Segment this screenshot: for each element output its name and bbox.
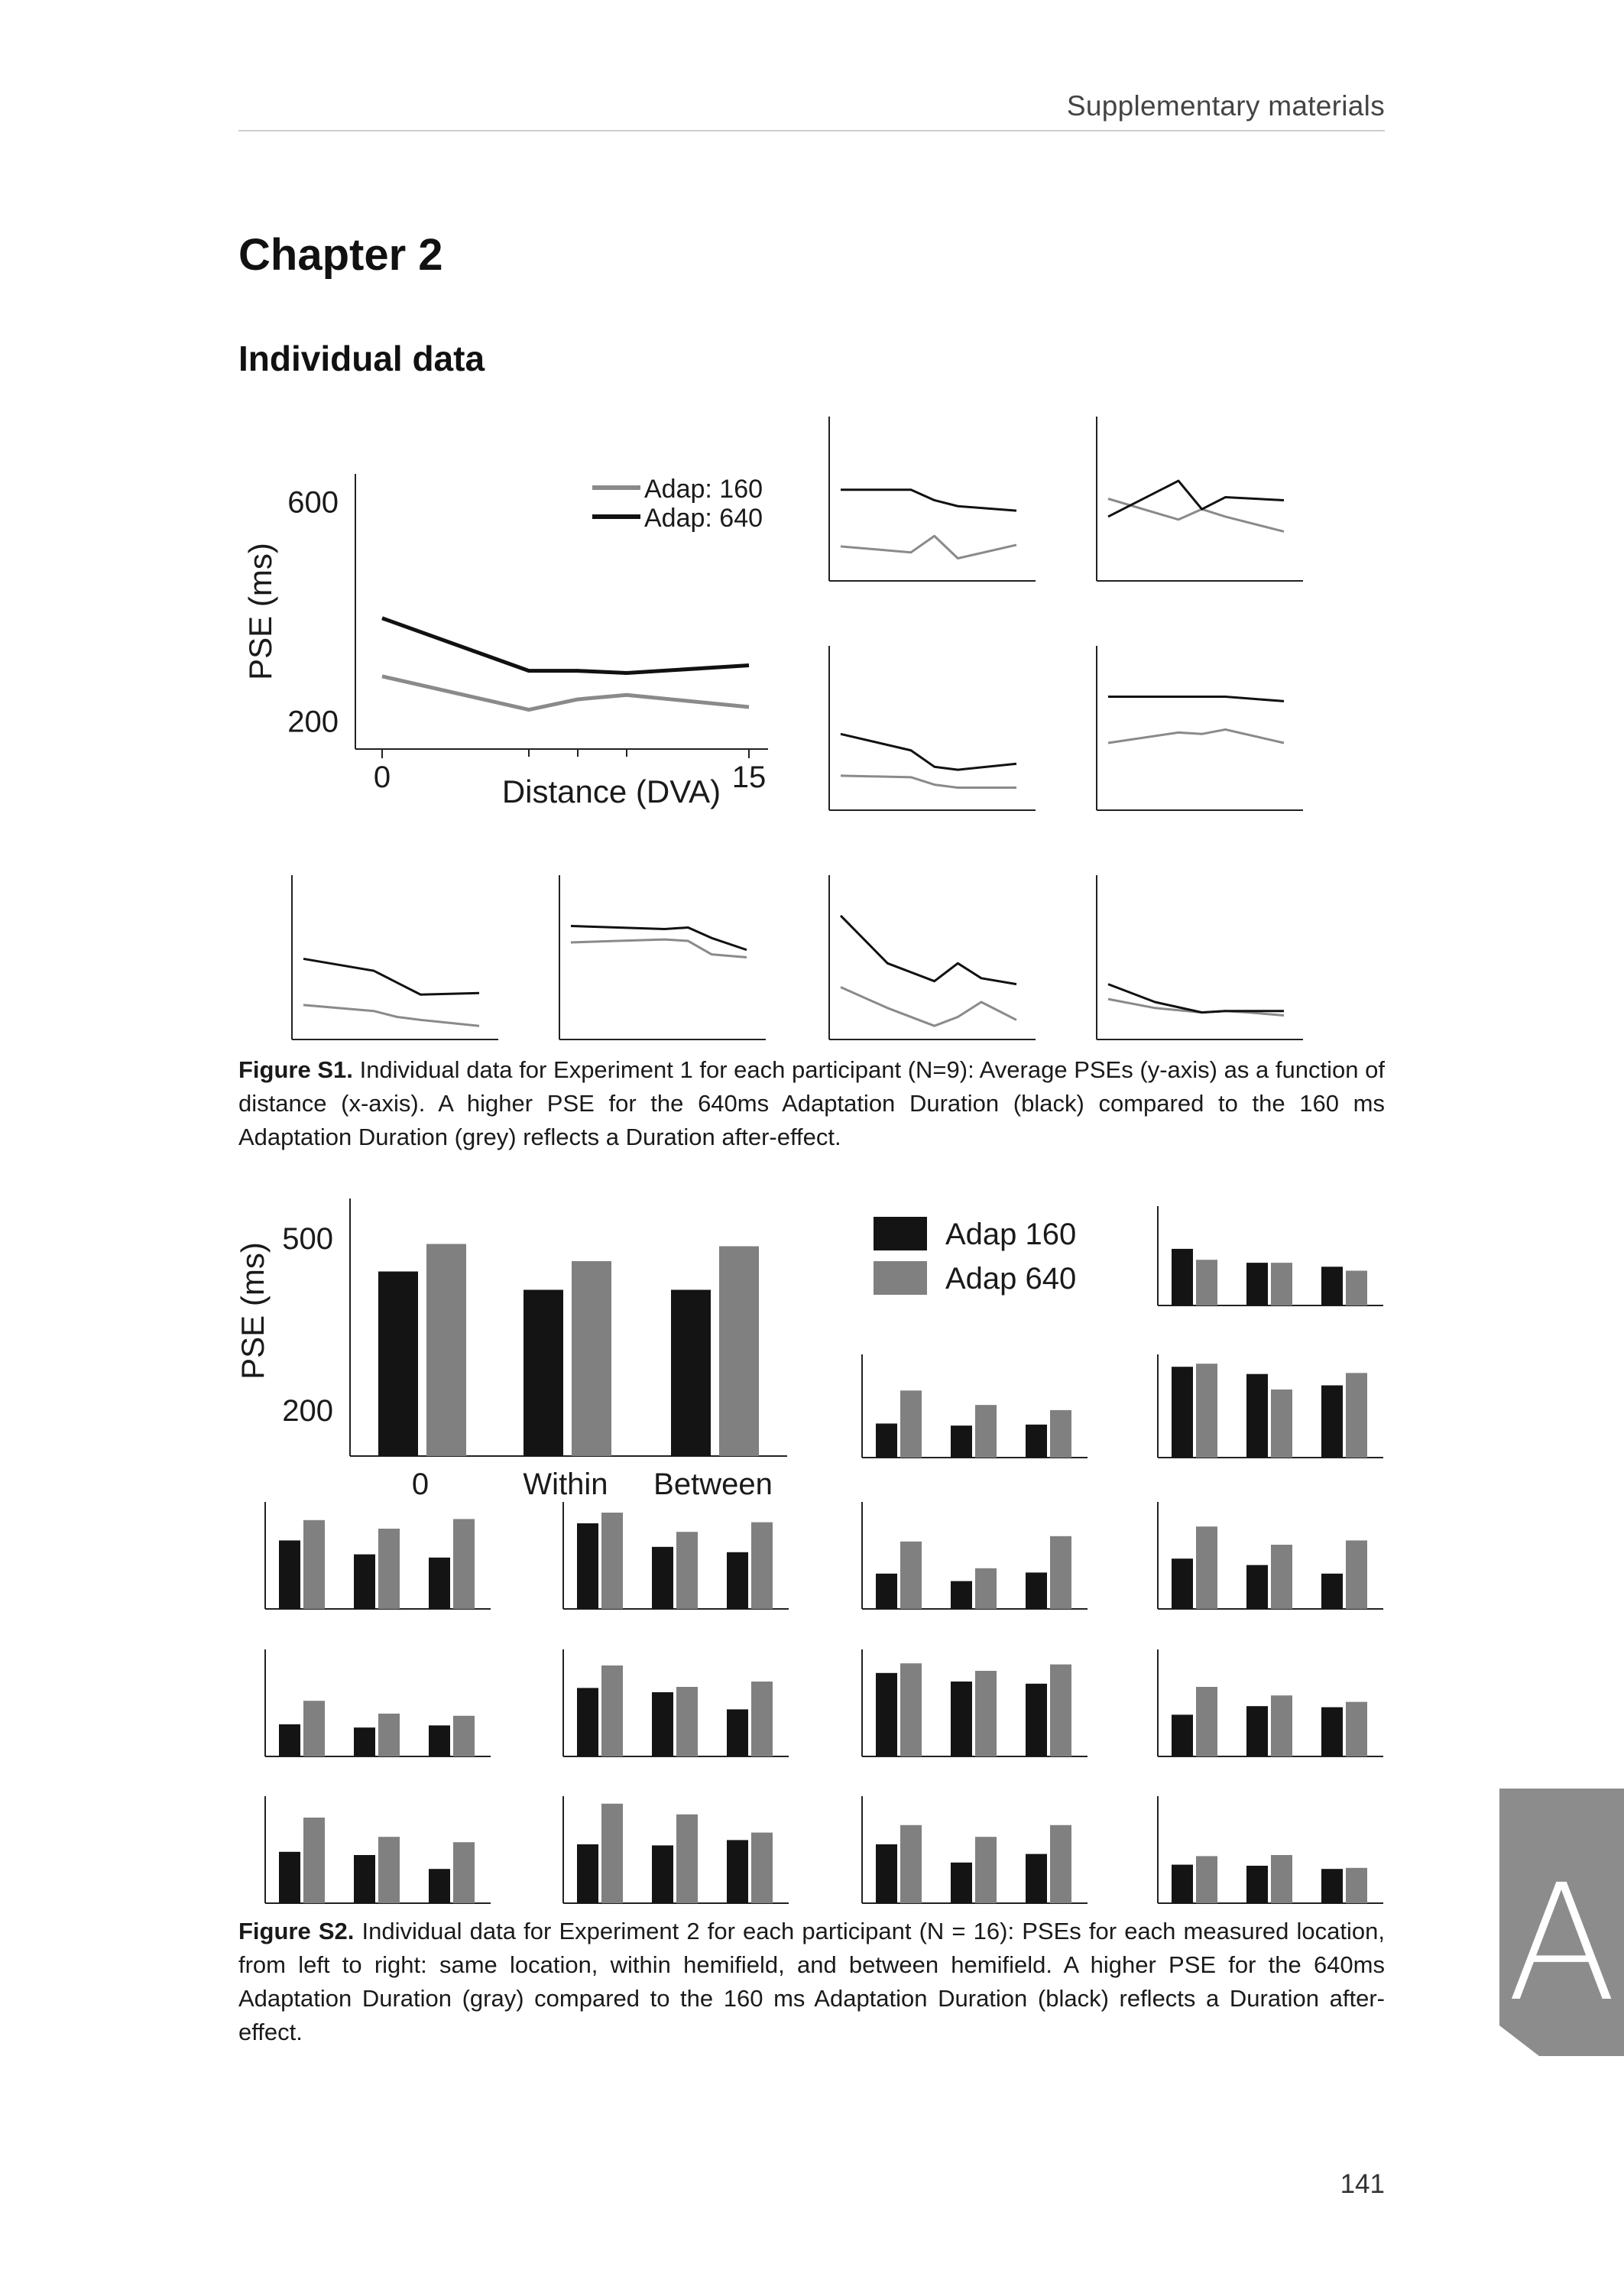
fig2-panel-bar-adap640 — [900, 1663, 922, 1756]
fig1-panel-series-adap160 — [841, 988, 1016, 1026]
fig1-panel-series-adap640 — [841, 734, 1016, 770]
fig2-panel-bar-adap160 — [1026, 1854, 1047, 1903]
fig1-x-axis-label: Distance (DVA) — [501, 774, 721, 809]
fig2-panel-bar-adap640 — [1346, 1702, 1367, 1756]
fig2-panel-bar-adap640 — [378, 1529, 400, 1609]
fig1-panel-series-adap640 — [303, 958, 479, 994]
fig2-panel-bar-adap160 — [1321, 1574, 1343, 1609]
fig2-panel-bar-adap640 — [601, 1665, 623, 1756]
fig2-panel-bar-adap640 — [1346, 1271, 1367, 1306]
fig2-panel-bar-adap640 — [676, 1687, 698, 1756]
fig2-panel-bar-adap640 — [1346, 1868, 1367, 1903]
fig2-main-bar-adap160 — [378, 1272, 418, 1457]
fig2-panel-bar-adap160 — [1172, 1249, 1193, 1305]
fig1-legend-label: Adap: 160 — [644, 475, 763, 504]
fig2-panel-bar-adap160 — [429, 1869, 450, 1903]
fig2-panel-bar-adap160 — [876, 1574, 897, 1609]
fig2-panel-bar-adap640 — [453, 1842, 475, 1903]
fig2-panel-bar-adap640 — [601, 1513, 623, 1609]
page-number: 141 — [1340, 2169, 1385, 2199]
fig2-panel-bar-adap160 — [951, 1863, 972, 1903]
fig2-panel-bar-adap160 — [279, 1852, 300, 1903]
fig2-panel-bar-adap160 — [279, 1724, 300, 1756]
fig2-panel-bar-adap640 — [303, 1701, 325, 1756]
fig2-panel-bar-adap160 — [1246, 1374, 1268, 1458]
fig1-y-axis-label: PSE (ms) — [242, 543, 278, 680]
fig1-panel-series-adap160 — [841, 536, 1016, 558]
fig2-x-tick-label: Within — [523, 1468, 608, 1501]
fig2-panel-bar-adap640 — [1271, 1263, 1292, 1305]
fig1-panel-series-adap160 — [841, 776, 1016, 788]
section-title: Individual data — [238, 339, 485, 378]
fig2-panel-bar-adap160 — [1172, 1558, 1193, 1609]
fig2-panel-bar-adap640 — [1196, 1364, 1217, 1458]
fig1-panel-series-adap160 — [1108, 999, 1284, 1015]
fig2-panel-bar-adap160 — [1026, 1684, 1047, 1756]
fig2-legend-swatch — [874, 1261, 927, 1295]
fig2-panel-bar-adap640 — [1196, 1526, 1217, 1609]
fig2-panel-bar-adap160 — [652, 1845, 673, 1903]
fig2-main-bar-adap160 — [524, 1290, 563, 1457]
fig2-panel-bar-adap640 — [1050, 1665, 1071, 1756]
fig2-panel-bar-adap160 — [951, 1425, 972, 1458]
fig2-legend-label: Adap 160 — [945, 1218, 1077, 1251]
fig1-main-series-adap160 — [382, 676, 749, 710]
fig2-panel-bar-adap640 — [975, 1837, 997, 1903]
fig2-panel-bar-adap160 — [577, 1523, 598, 1609]
side-tab-letter: A — [1506, 1850, 1617, 2037]
fig2-panel-bar-adap640 — [1271, 1695, 1292, 1756]
fig2-panel-bar-adap160 — [727, 1552, 748, 1609]
fig2-panel-bar-adap640 — [1271, 1545, 1292, 1609]
fig2-panel-bar-adap160 — [951, 1581, 972, 1609]
fig2-panel-bar-adap640 — [1346, 1540, 1367, 1609]
figure-s2-caption — [238, 1915, 1385, 2049]
fig2-legend-swatch — [874, 1217, 927, 1250]
fig2-panel-bar-adap640 — [900, 1390, 922, 1458]
figure-s1-label: Figure S1. — [238, 1056, 353, 1083]
fig2-panel-bar-adap160 — [876, 1673, 897, 1756]
fig2-panel-bar-adap640 — [676, 1532, 698, 1609]
fig2-panel-bar-adap640 — [1271, 1855, 1292, 1903]
fig2-y-tick-label: 500 — [282, 1222, 333, 1256]
fig2-panel-bar-adap640 — [378, 1837, 400, 1903]
fig2-panel-bar-adap160 — [1246, 1866, 1268, 1903]
fig1-y-tick-label: 600 — [287, 485, 339, 520]
figure-s1-caption — [238, 1053, 1385, 1154]
fig1-y-tick-label: 200 — [287, 705, 339, 739]
fig2-panel-bar-adap640 — [1196, 1856, 1217, 1903]
figure-s1 — [0, 405, 1624, 1047]
fig1-panel-series-adap640 — [841, 916, 1016, 984]
fig2-legend-label: Adap 640 — [945, 1262, 1077, 1296]
fig2-panel-bar-adap160 — [951, 1682, 972, 1756]
fig2-panel-bar-adap160 — [1321, 1386, 1343, 1458]
fig2-panel-bar-adap640 — [900, 1542, 922, 1609]
figure-s2-label: Figure S2. — [238, 1918, 355, 1944]
fig1-panel-series-adap160 — [1108, 729, 1284, 743]
fig2-main-bar-adap640 — [719, 1247, 759, 1457]
fig2-panel-bar-adap160 — [1246, 1565, 1268, 1609]
fig2-panel-bar-adap640 — [975, 1405, 997, 1458]
fig1-panel-series-adap640 — [1108, 984, 1284, 1013]
fig2-panel-bar-adap640 — [975, 1568, 997, 1609]
fig1-legend-label: Adap: 640 — [644, 504, 763, 533]
fig2-panel-bar-adap160 — [1321, 1708, 1343, 1756]
fig2-panel-bar-adap160 — [876, 1423, 897, 1458]
fig2-panel-bar-adap160 — [1172, 1367, 1193, 1458]
fig2-panel-bar-adap640 — [900, 1825, 922, 1903]
fig2-panel-bar-adap160 — [1026, 1425, 1047, 1458]
fig2-panel-bar-adap640 — [453, 1716, 475, 1756]
fig2-main-bar-adap640 — [426, 1244, 466, 1457]
fig2-panel-bar-adap160 — [727, 1840, 748, 1903]
fig2-panel-bar-adap160 — [577, 1844, 598, 1903]
running-head: Supplementary materials — [1066, 90, 1385, 122]
fig2-panel-bar-adap640 — [453, 1519, 475, 1609]
header-rule — [238, 130, 1385, 131]
fig2-panel-bar-adap160 — [1172, 1865, 1193, 1903]
fig2-panel-bar-adap160 — [1321, 1869, 1343, 1903]
fig2-panel-bar-adap160 — [652, 1547, 673, 1609]
fig2-panel-bar-adap160 — [1026, 1572, 1047, 1609]
chapter-title: Chapter 2 — [238, 230, 443, 280]
fig2-y-axis-label: PSE (ms) — [235, 1242, 271, 1380]
fig2-panel-bar-adap640 — [751, 1682, 773, 1756]
fig1-panel-series-adap160 — [303, 1005, 479, 1026]
fig1-x-tick-label: 0 — [373, 761, 391, 794]
fig2-panel-bar-adap160 — [727, 1709, 748, 1756]
fig2-panel-bar-adap640 — [1271, 1390, 1292, 1458]
fig2-panel-bar-adap160 — [429, 1725, 450, 1756]
fig2-panel-bar-adap640 — [751, 1523, 773, 1609]
fig1-panel-series-adap640 — [571, 926, 747, 950]
fig2-main-bar-adap160 — [671, 1290, 711, 1457]
fig2-panel-bar-adap640 — [1050, 1825, 1071, 1903]
fig2-panel-bar-adap160 — [1321, 1267, 1343, 1305]
fig2-panel-bar-adap640 — [303, 1818, 325, 1903]
fig2-panel-bar-adap160 — [1172, 1714, 1193, 1756]
fig2-panel-bar-adap640 — [378, 1714, 400, 1756]
fig2-panel-bar-adap160 — [429, 1558, 450, 1609]
fig2-panel-bar-adap160 — [577, 1688, 598, 1756]
fig2-panel-bar-adap160 — [279, 1540, 300, 1609]
fig2-panel-bar-adap160 — [1246, 1263, 1268, 1305]
fig2-panel-bar-adap640 — [1346, 1373, 1367, 1458]
fig2-panel-bar-adap640 — [975, 1671, 997, 1756]
fig2-main-bar-adap640 — [572, 1261, 611, 1456]
fig2-panel-bar-adap160 — [354, 1727, 375, 1756]
fig2-panel-bar-adap640 — [1050, 1536, 1071, 1609]
fig2-panel-bar-adap640 — [751, 1833, 773, 1903]
fig1-main-series-adap640 — [382, 618, 749, 673]
fig2-panel-bar-adap640 — [1050, 1410, 1071, 1458]
fig2-panel-bar-adap160 — [354, 1855, 375, 1903]
fig2-panel-bar-adap160 — [876, 1844, 897, 1903]
fig2-panel-bar-adap640 — [676, 1815, 698, 1903]
fig2-panel-bar-adap160 — [1246, 1706, 1268, 1756]
fig2-x-tick-label: 0 — [411, 1468, 430, 1501]
fig1-panel-series-adap640 — [841, 490, 1016, 511]
fig2-panel-bar-adap640 — [303, 1520, 325, 1609]
fig1-x-tick-label: 15 — [731, 761, 767, 794]
fig2-panel-bar-adap640 — [1196, 1687, 1217, 1756]
fig2-panel-bar-adap160 — [652, 1692, 673, 1756]
fig2-y-tick-label: 200 — [282, 1394, 333, 1428]
figure-s1-text: Individual data for Experiment 1 for each participant (N=9): Average PSEs (y-axis) as a function of distance (x-axis). A higher PSE for the 640ms Adaptation Duration (black) compared to the 160 ms Adaptation Duration (grey) reflects a Duration after-effect. — [238, 1056, 1385, 1150]
fig2-x-tick-label: Between — [653, 1468, 773, 1501]
figure-s2 — [0, 1177, 1624, 1911]
fig2-panel-bar-adap160 — [354, 1555, 375, 1609]
fig1-panel-series-adap640 — [1108, 697, 1284, 702]
figure-s2-text: Individual data for Experiment 2 for each participant (N = 16): PSEs for each measured location, from left to right: same location, within hemifield, and between hemifield. A higher PSE for the 640ms Adaptation Duration (gray) compared to the 160 ms Adaptation Duration (black) reflects a Duration after-effect. — [238, 1918, 1385, 2045]
fig2-panel-bar-adap640 — [601, 1804, 623, 1903]
fig2-panel-bar-adap640 — [1196, 1260, 1217, 1305]
